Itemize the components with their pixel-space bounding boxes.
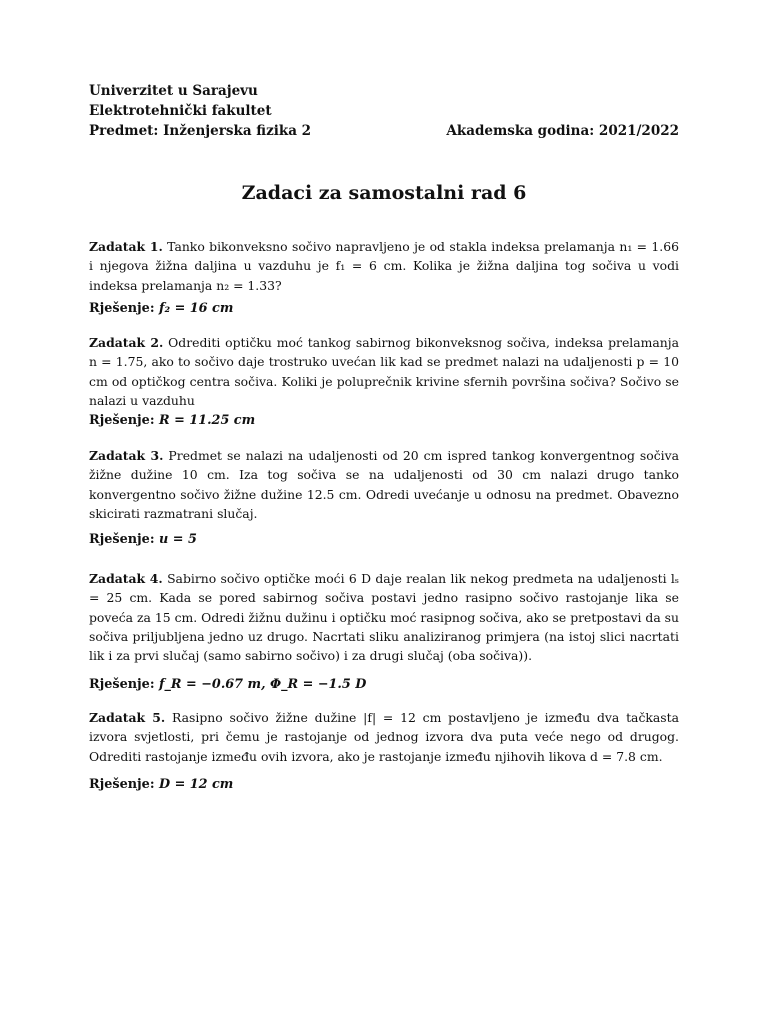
task-2-solution (89, 413, 255, 428)
solution-value: f₂ = 16 cm (159, 301, 234, 316)
task-2-text: Odrediti optičku moć tankog sabirnog bikonveksnog sočiva, indeksa prelamanja n = 1.75, ako to sočivo daje trostruko uvećan lik kad se predmet nalazi na udaljenosti p = 10 cm od optičkog centra sočiva. Koliki je poluprečnik krivine sfernih površina sočiva? Sočivo se nalazi u vazduhu (89, 335, 679, 408)
course-row (89, 121, 679, 141)
page-title: Zadaci za samostalni rad 6 (241, 182, 527, 204)
task-3-solution (89, 532, 197, 547)
solution-label: Rješenje: (89, 777, 160, 792)
solution-label: Rješenje: (89, 677, 160, 692)
solution-value: f_R = −0.67 m, Φ_R = −1.5 D (159, 677, 367, 692)
task-1-text: Tanko bikonveksno sočivo napravljeno je od stakla indeksa prelamanja n₁ = 1.66 i njegova žižna daljina u vazduhu je f₁ = 6 cm. Kolika je žižna daljina tog sočiva u vodi indeksa prelamanja n₂ = 1.33? (89, 239, 679, 293)
document-header (89, 81, 679, 141)
task-3-label: Zadatak 3. (89, 448, 164, 463)
task-1 (89, 237, 679, 295)
task-4-text: Sabirno sočivo optičke moći 6 D daje realan lik nekog predmeta na udaljenosti lₛ = 25 cm. Kada se pored sabirnog sočiva postavi jedno rasipno sočivo rastojanje lika se poveća za 15 cm. Odredi žižnu dužinu i optičku moć rasipnog sočiva, ako se pretpostavi da su sočiva priljubljena jedno uz drugo. Nacrtati sliku analiziranog primjera (na istoj slici nacrtati lik i za prvi slučaj (samo sabirno sočivo) i za drugi slučaj (oba sočiva)). (89, 571, 679, 664)
solution-label: Rješenje: (89, 532, 160, 547)
task-4-solution (89, 677, 366, 692)
task-5 (89, 708, 679, 766)
task-1-solution (89, 301, 233, 316)
solution-value: D = 12 cm (159, 777, 234, 792)
task-1-label: Zadatak 1. (89, 239, 163, 254)
course-name: Predmet: Inženjerska fizika 2 (89, 123, 312, 139)
task-2-label: Zadatak 2. (89, 335, 164, 350)
task-4-label: Zadatak 4. (89, 571, 163, 586)
university-name: Univerzitet u Sarajevu (89, 83, 258, 99)
academic-year: Akademska godina: 2021/2022 (446, 123, 679, 139)
task-3-text: Predmet se nalazi na udaljenosti od 20 cm ispred tankog konvergentnog sočiva žižne dužine 10 cm. Iza tog sočiva se na udaljenosti od 30 cm nalazi drugo tanko konvergentno sočivo žižne dužine 12.5 cm. Odredi uvećanje u odnosu na predmet. Obavezno skicirati razmatrani slučaj. (89, 448, 679, 521)
solution-value: u = 5 (159, 532, 197, 547)
task-4 (89, 569, 679, 665)
task-3 (89, 446, 679, 523)
task-5-label: Zadatak 5. (89, 710, 166, 725)
task-5-text: Rasipno sočivo žižne dužine |f| = 12 cm postavljeno je između dva tačkasta izvora svjetlosti, pri čemu je rastojanje od jednog izvora dva puta veće nego od drugog. Odrediti rastojanje između ovih izvora, ako je rastojanje između njihovih likova d = 7.8 cm. (89, 710, 680, 764)
faculty-name: Elektrotehnički fakultet (89, 103, 272, 119)
task-5-solution (89, 777, 233, 792)
solution-label: Rješenje: (89, 301, 160, 316)
solution-label: Rješenje: (89, 413, 160, 428)
task-2 (89, 333, 679, 410)
solution-value: R = 11.25 cm (159, 413, 256, 428)
